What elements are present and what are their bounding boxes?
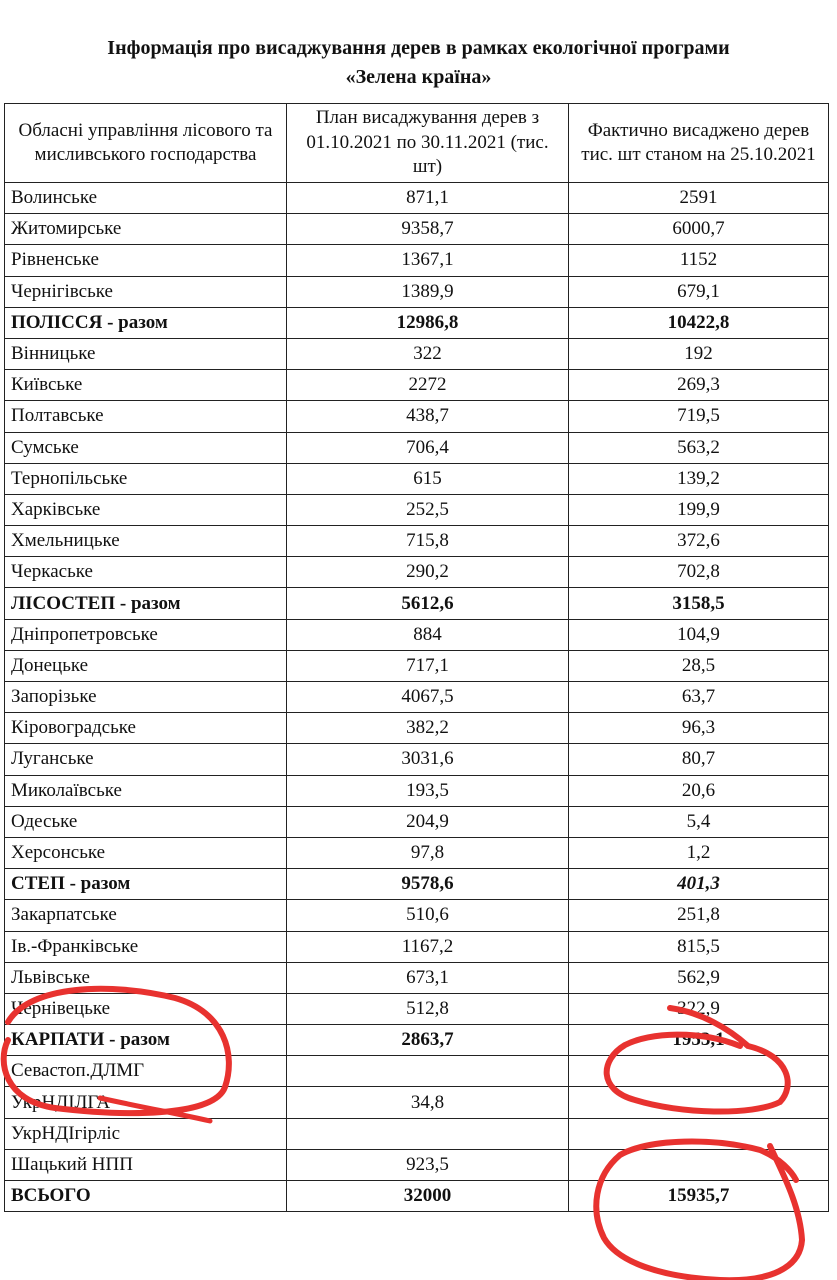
header-plan: План висаджування дерев з 01.10.2021 по 30.11.2021 (тис. шт) bbox=[287, 104, 569, 183]
actual-value: 679,1 bbox=[569, 276, 829, 307]
table-row bbox=[5, 619, 829, 650]
table-row bbox=[5, 276, 829, 307]
table-row bbox=[5, 370, 829, 401]
region-name: Ів.-Франківське bbox=[5, 931, 287, 962]
actual-value: 322,9 bbox=[569, 993, 829, 1024]
region-name: Кіровоградське bbox=[5, 713, 287, 744]
plan-value: 923,5 bbox=[287, 1149, 569, 1180]
plan-value: 4067,5 bbox=[287, 682, 569, 713]
region-name: Волинське bbox=[5, 183, 287, 214]
plan-value: 512,8 bbox=[287, 993, 569, 1024]
region-name: Херсонське bbox=[5, 837, 287, 868]
region-name: Чернівецьке bbox=[5, 993, 287, 1024]
table-row bbox=[5, 837, 829, 868]
table-row bbox=[5, 494, 829, 525]
region-name: Миколаївське bbox=[5, 775, 287, 806]
region-name: Тернопільське bbox=[5, 463, 287, 494]
region-name: Вінницьке bbox=[5, 338, 287, 369]
actual-value: 104,9 bbox=[569, 619, 829, 650]
title-line-1: Інформація про висаджування дерев в рамках екологічної програми bbox=[107, 37, 730, 59]
region-name: Одеське bbox=[5, 806, 287, 837]
actual-value: 719,5 bbox=[569, 401, 829, 432]
actual-value bbox=[569, 1118, 829, 1149]
table-row bbox=[5, 900, 829, 931]
plan-value: 34,8 bbox=[287, 1087, 569, 1118]
header-actual: Фактично висаджено дерев тис. шт станом на 25.10.2021 bbox=[569, 104, 829, 183]
region-name: Київське bbox=[5, 370, 287, 401]
table-row bbox=[5, 962, 829, 993]
plan-value: 9578,6 bbox=[287, 869, 569, 900]
actual-value: 63,7 bbox=[569, 682, 829, 713]
table-row bbox=[5, 1181, 829, 1212]
plan-value bbox=[287, 1056, 569, 1087]
region-name: ЛІСОСТЕП - разом bbox=[5, 588, 287, 619]
actual-value: 251,8 bbox=[569, 900, 829, 931]
table-row bbox=[5, 183, 829, 214]
plan-value: 717,1 bbox=[287, 650, 569, 681]
table-row bbox=[5, 1087, 829, 1118]
plan-value: 706,4 bbox=[287, 432, 569, 463]
table-row bbox=[5, 931, 829, 962]
region-name: Закарпатське bbox=[5, 900, 287, 931]
actual-value: 1152 bbox=[569, 245, 829, 276]
actual-value: 1,2 bbox=[569, 837, 829, 868]
table-row bbox=[5, 713, 829, 744]
plan-value: 438,7 bbox=[287, 401, 569, 432]
region-name: КАРПАТИ - разом bbox=[5, 1025, 287, 1056]
region-name: Сумське bbox=[5, 432, 287, 463]
plan-value: 615 bbox=[287, 463, 569, 494]
actual-value: 15935,7 bbox=[569, 1181, 829, 1212]
table-row bbox=[5, 401, 829, 432]
plan-value: 9358,7 bbox=[287, 214, 569, 245]
actual-value: 3158,5 bbox=[569, 588, 829, 619]
plan-value: 382,2 bbox=[287, 713, 569, 744]
plan-value: 1389,9 bbox=[287, 276, 569, 307]
plan-value: 3031,6 bbox=[287, 744, 569, 775]
plan-value bbox=[287, 1118, 569, 1149]
plan-value: 322 bbox=[287, 338, 569, 369]
table-row bbox=[5, 338, 829, 369]
title-line-2: «Зелена країна» bbox=[345, 66, 492, 88]
region-name: Дніпропетровське bbox=[5, 619, 287, 650]
table-row bbox=[5, 682, 829, 713]
actual-value bbox=[569, 1056, 829, 1087]
region-name: Шацький НПП bbox=[5, 1149, 287, 1180]
actual-value: 702,8 bbox=[569, 557, 829, 588]
plan-value: 1167,2 bbox=[287, 931, 569, 962]
region-name: ПОЛІССЯ - разом bbox=[5, 307, 287, 338]
actual-value: 6000,7 bbox=[569, 214, 829, 245]
region-name: УкрНДІЛГА bbox=[5, 1087, 287, 1118]
actual-value: 96,3 bbox=[569, 713, 829, 744]
plan-value: 2272 bbox=[287, 370, 569, 401]
region-name: Запорізьке bbox=[5, 682, 287, 713]
actual-value: 5,4 bbox=[569, 806, 829, 837]
actual-value bbox=[569, 1149, 829, 1180]
table-row bbox=[5, 588, 829, 619]
table-row bbox=[5, 526, 829, 557]
plan-value: 673,1 bbox=[287, 962, 569, 993]
plan-value: 5612,6 bbox=[287, 588, 569, 619]
actual-value: 20,6 bbox=[569, 775, 829, 806]
table-row bbox=[5, 1149, 829, 1180]
region-name: Житомирське bbox=[5, 214, 287, 245]
actual-value: 199,9 bbox=[569, 494, 829, 525]
actual-value: 562,9 bbox=[569, 962, 829, 993]
region-name: Львівське bbox=[5, 962, 287, 993]
table-body bbox=[5, 183, 829, 1212]
actual-value bbox=[569, 1087, 829, 1118]
table-row bbox=[5, 869, 829, 900]
plan-value: 871,1 bbox=[287, 183, 569, 214]
actual-value: 563,2 bbox=[569, 432, 829, 463]
region-name: Полтавське bbox=[5, 401, 287, 432]
actual-value: 269,3 bbox=[569, 370, 829, 401]
header-regions: Обласні управління лісового та мисливського господарства bbox=[5, 104, 287, 183]
actual-value: 28,5 bbox=[569, 650, 829, 681]
actual-value: 80,7 bbox=[569, 744, 829, 775]
plan-value: 290,2 bbox=[287, 557, 569, 588]
actual-value: 139,2 bbox=[569, 463, 829, 494]
table-row bbox=[5, 1056, 829, 1087]
region-name: Рівненське bbox=[5, 245, 287, 276]
planting-table bbox=[4, 103, 829, 1212]
table-row bbox=[5, 806, 829, 837]
plan-value: 193,5 bbox=[287, 775, 569, 806]
table-row bbox=[5, 432, 829, 463]
plan-value: 1367,1 bbox=[287, 245, 569, 276]
plan-value: 252,5 bbox=[287, 494, 569, 525]
actual-value: 1953,1 bbox=[569, 1025, 829, 1056]
region-name: Донецьке bbox=[5, 650, 287, 681]
table-row bbox=[5, 1118, 829, 1149]
table-row bbox=[5, 307, 829, 338]
actual-value: 192 bbox=[569, 338, 829, 369]
region-name: Чернігівське bbox=[5, 276, 287, 307]
actual-value: 2591 bbox=[569, 183, 829, 214]
document-title bbox=[0, 34, 837, 92]
actual-value: 372,6 bbox=[569, 526, 829, 557]
region-name: ВСЬОГО bbox=[5, 1181, 287, 1212]
actual-value: 815,5 bbox=[569, 931, 829, 962]
table-row bbox=[5, 463, 829, 494]
table-row bbox=[5, 744, 829, 775]
actual-value: 10422,8 bbox=[569, 307, 829, 338]
table-row bbox=[5, 775, 829, 806]
table-row bbox=[5, 1025, 829, 1056]
plan-value: 2863,7 bbox=[287, 1025, 569, 1056]
plan-value: 204,9 bbox=[287, 806, 569, 837]
actual-value: 401,3 bbox=[569, 869, 829, 900]
table-row bbox=[5, 993, 829, 1024]
plan-value: 97,8 bbox=[287, 837, 569, 868]
region-name: УкрНДІгірліс bbox=[5, 1118, 287, 1149]
plan-value: 510,6 bbox=[287, 900, 569, 931]
table-row bbox=[5, 214, 829, 245]
plan-value: 884 bbox=[287, 619, 569, 650]
region-name: Севастоп.ДЛМГ bbox=[5, 1056, 287, 1087]
table-row bbox=[5, 245, 829, 276]
plan-value: 12986,8 bbox=[287, 307, 569, 338]
plan-value: 32000 bbox=[287, 1181, 569, 1212]
region-name: Хмельницьке bbox=[5, 526, 287, 557]
table-row bbox=[5, 650, 829, 681]
table-header-row bbox=[5, 104, 829, 183]
plan-value: 715,8 bbox=[287, 526, 569, 557]
region-name: Луганське bbox=[5, 744, 287, 775]
region-name: СТЕП - разом bbox=[5, 869, 287, 900]
table-row bbox=[5, 557, 829, 588]
region-name: Харківське bbox=[5, 494, 287, 525]
region-name: Черкаське bbox=[5, 557, 287, 588]
